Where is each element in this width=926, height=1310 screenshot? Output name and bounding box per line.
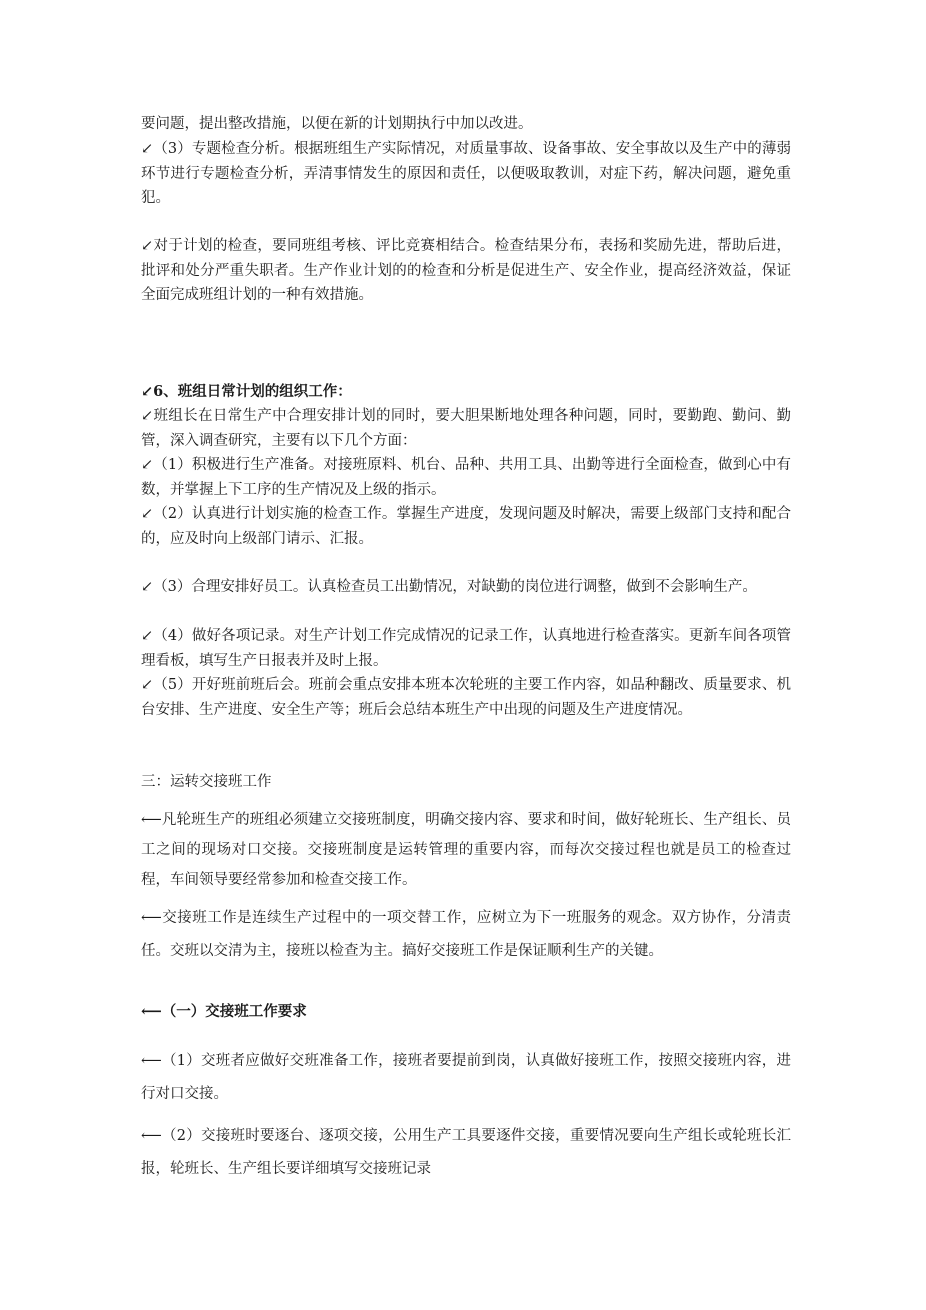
list-item-5: ↙（5）开好班前班后会。班前会重点安排本班本次轮班的主要工作内容，如品种翻改、质量要求、机台安排、生产进度、安全生产等；班后会总结本班生产中出现的问题及生产进度情况。 <box>141 677 791 718</box>
list-item-3: ↙（3）合理安排好员工。认真检查员工出勤情况，对缺勤的岗位进行调整，做到不会影响生产。 <box>141 579 757 595</box>
list-item-2: ↙（2）认真进行计划实施的检查工作。掌握生产进度，发现问题及时解决，需要上级部门支持和配合的，应及时向上级部门请示、汇报。 <box>141 506 791 547</box>
subsection-heading-requirements: ⟵（一）交接班工作要求 <box>141 1003 307 1020</box>
list-item-1: ↙（1）积极进行生产准备。对接班原料、机台、品种、共用工具、出勤等进行全面检查，做到心中有数，并掌握上下工序的生产情况及上级的指示。 <box>141 457 791 498</box>
paragraph-special-inspection: ↙（3）专题检查分析。根据班组生产实际情况，对质量事故、设备事故、安全事故以及生产中的薄弱环节进行专题检查分析，弄清事情发生的原因和责任，以便吸取教训，对症下药，解决问题，避免重犯。 <box>141 141 791 206</box>
section-heading-3: 三：运转交接班工作 <box>141 774 272 790</box>
paragraph-shift-system: ⟵凡轮班生产的班组必须建立交接班制度，明确交接内容、要求和时间，做好轮班长、生产组长、员工之间的现场对口交接。交接班制度是运转管理的重要内容，而每次交接过程也就是员工的检查过程，车间领导要经常参加和检查交接工作。 <box>141 812 791 888</box>
paragraph-shift-work: ⟵交接班工作是连续生产过程中的一项交替工作，应树立为下一班服务的观念。双方协作，分清责任。交班以交清为主，接班以检查为主。搞好交接班工作是保证顺利生产的关键。 <box>141 910 791 959</box>
paragraph-team-leader: ↙班组长在日常生产中合理安排计划的同时，要大胆果断地处理各种问题，同时，要勤跑、勤问、勤管，深入调查研究，主要有以下几个方面： <box>141 408 791 449</box>
requirement-item-2: ⟵（2）交接班时要逐台、逐项交接，公用生产工具要逐件交接，重要情况要向生产组长或轮班长汇报，轮班长、生产组长要详细填写交接班记录 <box>141 1128 791 1177</box>
paragraph-continuation: 要问题，提出整改措施，以便在新的计划期执行中加以改进。 <box>141 116 533 132</box>
list-item-4: ↙（4）做好各项记录。对生产计划工作完成情况的记录工作，认真地进行检查落实。更新车间各项管理看板，填写生产日报表并及时上报。 <box>141 628 791 669</box>
paragraph-plan-check: ↙对于计划的检查，要同班组考核、评比竞赛相结合。检查结果分布，表扬和奖励先进，帮助后进，批评和处分严重失职者。生产作业计划的的检查和分析是促进生产、安全作业，提高经济效益，保证全面完成班组计划的一种有效措施。 <box>141 238 791 303</box>
section-heading-6: ↙6、班组日常计划的组织工作： <box>141 383 352 400</box>
requirement-item-1: ⟵（1）交班者应做好交班准备工作，接班者要提前到岗，认真做好接班工作，按照交接班内容，进行对口交接。 <box>141 1053 791 1102</box>
